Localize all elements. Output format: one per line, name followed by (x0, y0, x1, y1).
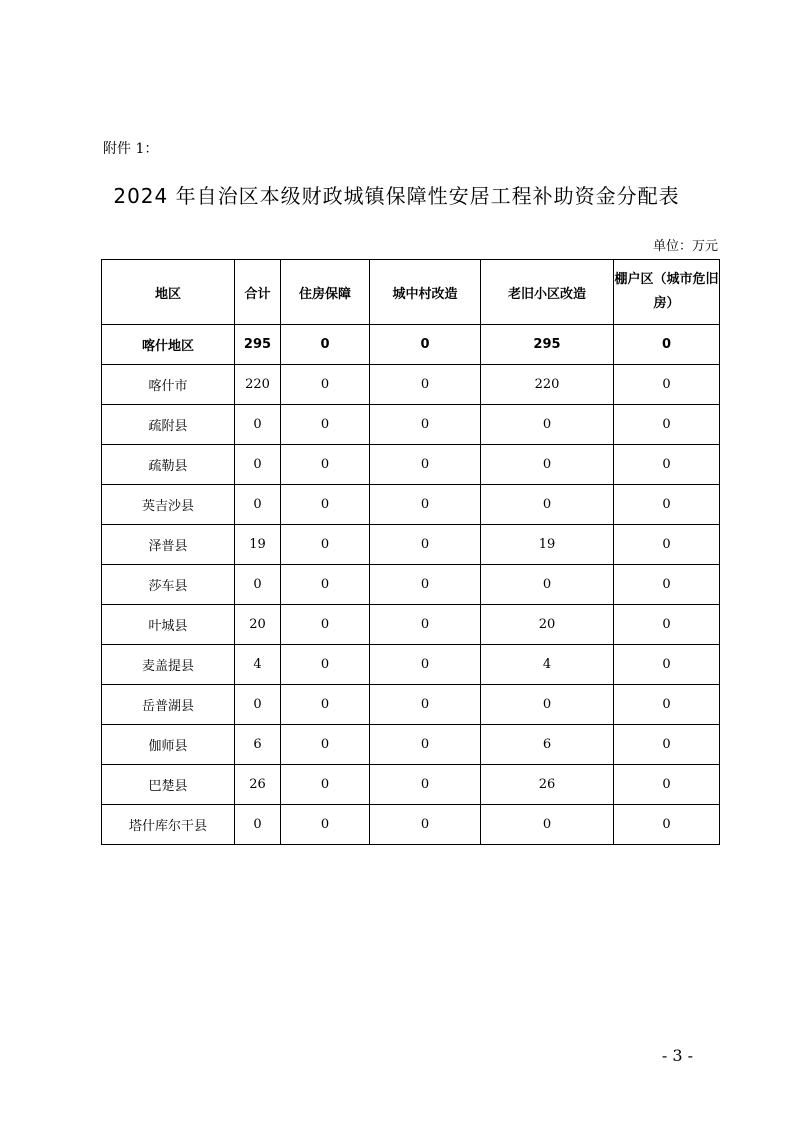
table-cell: 0 (370, 725, 481, 765)
table-cell: 喀什地区 (102, 325, 235, 365)
table-cell: 0 (281, 685, 370, 725)
table-cell: 0 (370, 805, 481, 845)
column-header-urban-village: 城中村改造 (370, 260, 481, 325)
table-cell: 0 (281, 405, 370, 445)
table-cell: 0 (614, 445, 720, 485)
column-header-shantytown: 棚户区（城市危旧房） (614, 260, 720, 325)
column-header-old-community: 老旧小区改造 (481, 260, 614, 325)
table-cell: 疏附县 (102, 405, 235, 445)
table-row (102, 725, 720, 765)
attachment-label: 附件 1： (103, 141, 159, 157)
table-cell: 0 (281, 485, 370, 525)
table-cell: 0 (481, 805, 614, 845)
table-cell: 0 (281, 525, 370, 565)
table-cell: 叶城县 (102, 605, 235, 645)
table-cell: 0 (235, 685, 281, 725)
table-row (102, 565, 720, 605)
table-row (102, 685, 720, 725)
table-cell: 4 (235, 645, 281, 685)
table-cell: 0 (281, 765, 370, 805)
table-cell: 0 (235, 405, 281, 445)
column-header-total: 合计 (235, 260, 281, 325)
table-cell: 26 (481, 765, 614, 805)
table-cell: 6 (481, 725, 614, 765)
table-cell: 0 (614, 365, 720, 405)
table-cell: 0 (370, 765, 481, 805)
table-cell: 0 (481, 565, 614, 605)
table-cell: 0 (481, 685, 614, 725)
table-cell: 0 (614, 485, 720, 525)
table-cell: 295 (481, 325, 614, 365)
table-cell: 295 (235, 325, 281, 365)
table-cell: 莎车县 (102, 565, 235, 605)
table-cell: 0 (370, 325, 481, 365)
table-cell: 0 (281, 365, 370, 405)
table-cell: 0 (614, 565, 720, 605)
table-cell: 0 (235, 445, 281, 485)
table-cell: 0 (281, 325, 370, 365)
table-cell: 0 (614, 325, 720, 365)
table-cell: 英吉沙县 (102, 485, 235, 525)
document-title: 2024 年自治区本级财政城镇保障性安居工程补助资金分配表 (113, 184, 680, 208)
table-cell: 0 (481, 445, 614, 485)
table-cell: 220 (481, 365, 614, 405)
table-cell: 0 (370, 485, 481, 525)
table-cell: 0 (370, 445, 481, 485)
table-cell: 0 (235, 805, 281, 845)
table-cell: 0 (614, 765, 720, 805)
table-cell: 巴楚县 (102, 765, 235, 805)
table-cell: 伽师县 (102, 725, 235, 765)
allocation-table (101, 259, 720, 845)
table-cell: 0 (614, 605, 720, 645)
table-cell: 0 (370, 645, 481, 685)
table-cell: 岳普湖县 (102, 685, 235, 725)
table-cell: 26 (235, 765, 281, 805)
table-row-total (102, 325, 720, 365)
table-row (102, 445, 720, 485)
table-cell: 4 (481, 645, 614, 685)
table-cell: 泽普县 (102, 525, 235, 565)
table-cell: 0 (370, 405, 481, 445)
table-row (102, 365, 720, 405)
column-header-housing-security: 住房保障 (281, 260, 370, 325)
table-cell: 0 (370, 365, 481, 405)
table-cell: 20 (235, 605, 281, 645)
table-cell: 麦盖提县 (102, 645, 235, 685)
table-cell: 0 (235, 565, 281, 605)
table-cell: 20 (481, 605, 614, 645)
table-row (102, 525, 720, 565)
table-cell: 0 (281, 805, 370, 845)
table-cell: 0 (281, 445, 370, 485)
table-row (102, 485, 720, 525)
table-cell: 220 (235, 365, 281, 405)
table-row (102, 645, 720, 685)
table-cell: 0 (614, 805, 720, 845)
table-row (102, 405, 720, 445)
table-row (102, 605, 720, 645)
table-cell: 0 (614, 645, 720, 685)
table-cell: 0 (481, 485, 614, 525)
table-cell: 0 (370, 565, 481, 605)
table-cell: 0 (614, 725, 720, 765)
table-cell: 0 (235, 485, 281, 525)
column-header-region: 地区 (102, 260, 235, 325)
table-header-row (102, 260, 720, 325)
table-cell: 喀什市 (102, 365, 235, 405)
table-cell: 0 (370, 605, 481, 645)
table-row (102, 765, 720, 805)
table-cell: 0 (370, 525, 481, 565)
table-cell: 0 (281, 565, 370, 605)
table-cell: 6 (235, 725, 281, 765)
table-cell: 0 (370, 685, 481, 725)
table-cell: 0 (281, 725, 370, 765)
table-cell: 疏勒县 (102, 445, 235, 485)
table-cell: 塔什库尔干县 (102, 805, 235, 845)
table-cell: 0 (614, 525, 720, 565)
page-number: - 3 - (661, 1046, 693, 1065)
unit-label: 单位：万元 (652, 239, 718, 254)
table-cell: 0 (614, 405, 720, 445)
table-cell: 19 (235, 525, 281, 565)
table-cell: 0 (281, 645, 370, 685)
table-cell: 0 (281, 605, 370, 645)
table-cell: 0 (481, 405, 614, 445)
table-row (102, 805, 720, 845)
table-cell: 0 (614, 685, 720, 725)
table-cell: 19 (481, 525, 614, 565)
